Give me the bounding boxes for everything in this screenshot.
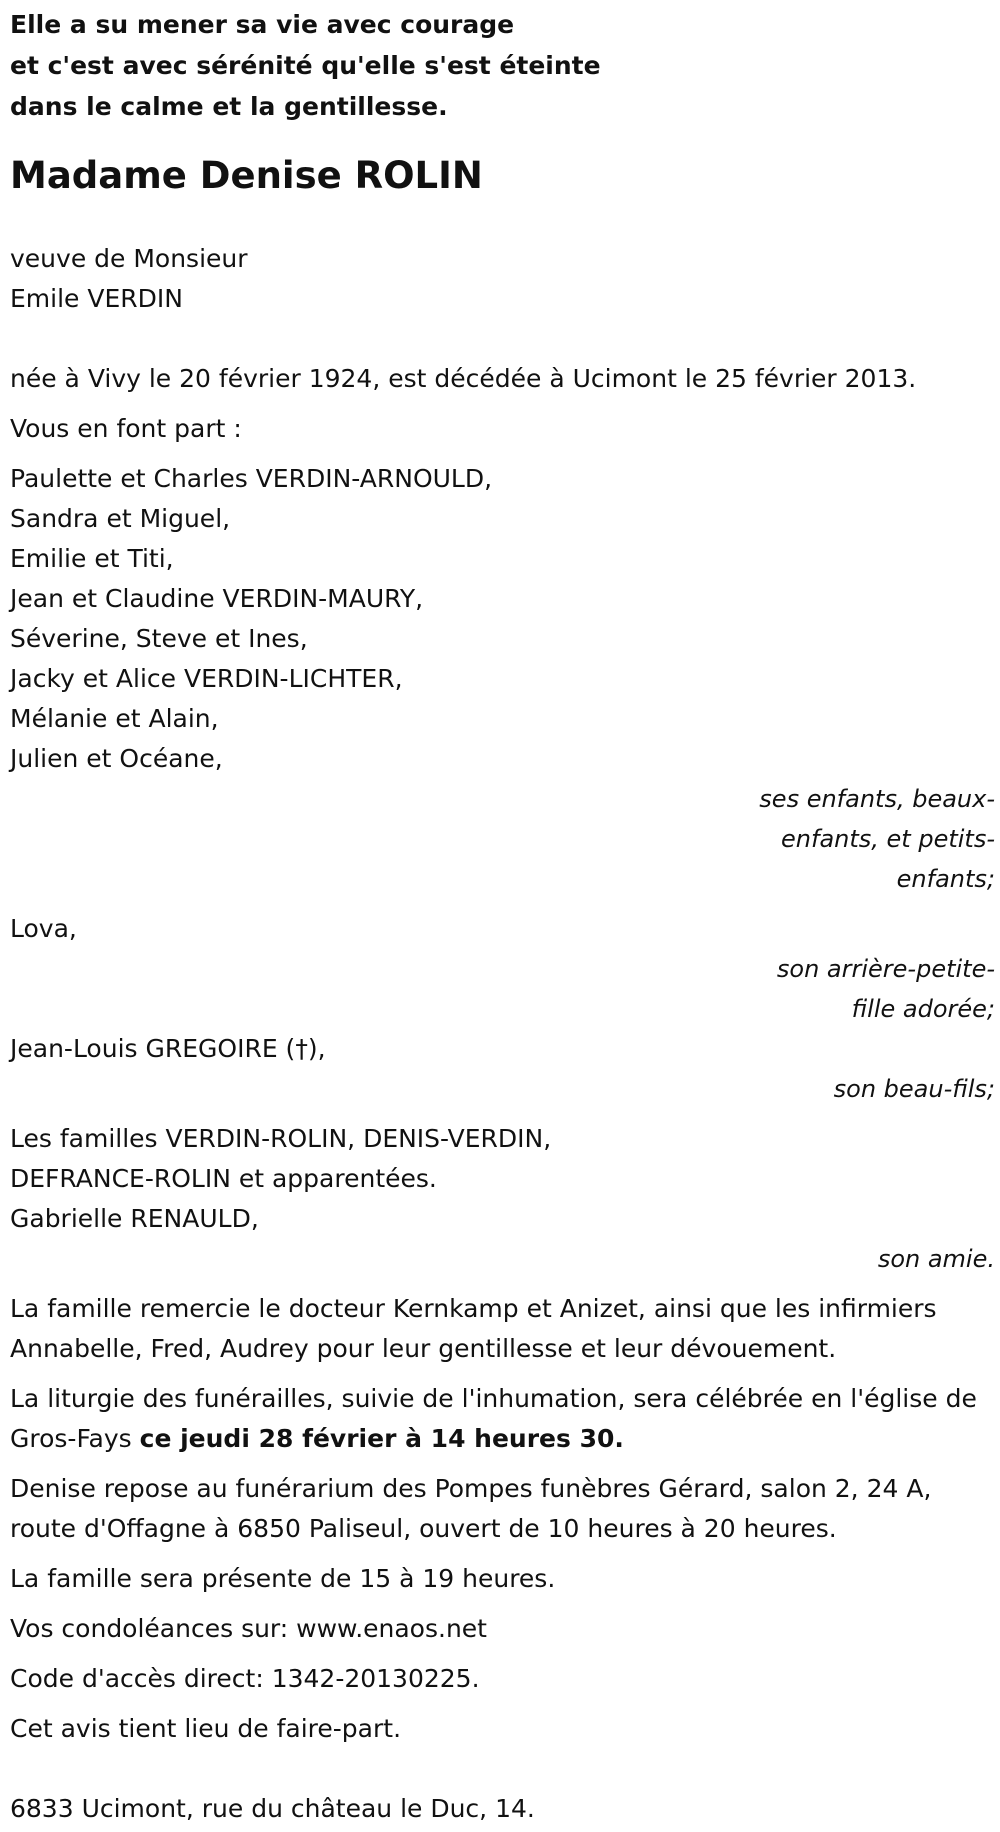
family-member: Gabrielle RENAULD, xyxy=(10,1204,259,1233)
family-member-lova: Lova, xyxy=(10,914,77,943)
presence-line: La famille sera présente de 15 à 19 heures. xyxy=(10,1564,556,1593)
intro-line-1: Elle a su mener sa vie avec courage xyxy=(10,10,515,39)
obituary-notice xyxy=(10,8,995,1829)
announce-line: Vous en font part : xyxy=(10,414,242,443)
liturgy-text: La liturgie des funérailles, suivie de l'inhumation, sera célébrée en l'église de Gros-Fays xyxy=(10,1384,977,1453)
relation-great-granddaughter: son arrière-petite-fille adorée; xyxy=(776,955,995,1023)
liturgy-paragraph xyxy=(10,1379,995,1459)
family-member-gregoire: Jean-Louis GREGOIRE (†), xyxy=(10,1034,326,1063)
family-group-4 xyxy=(10,1119,995,1239)
deceased-name: Madame Denise ROLIN xyxy=(10,154,483,197)
family-member: Jean et Claudine VERDIN-MAURY, xyxy=(10,584,424,613)
repose-paragraph: Denise repose au funérarium des Pompes funèbres Gérard, salon 2, 24 A, route d'Offagne à 6850 Paliseul, ouvert de 10 heures à 20 heures. xyxy=(10,1474,932,1543)
relation-friend: son amie. xyxy=(877,1245,995,1273)
family-member: Julien et Océane, xyxy=(10,744,223,773)
family-member: Paulette et Charles VERDIN-ARNOULD, xyxy=(10,464,493,493)
widow-line-1: veuve de Monsieur xyxy=(10,244,248,273)
birth-death-line: née à Vivy le 20 février 1924, est décédée à Ucimont le 25 février 2013. xyxy=(10,364,917,393)
family-member: Les familles VERDIN-ROLIN, DENIS-VERDIN, xyxy=(10,1124,552,1153)
family-member: Séverine, Steve et Ines, xyxy=(10,624,308,653)
address-line: 6833 Ucimont, rue du château le Duc, 14. xyxy=(10,1794,535,1823)
intro-line-2: et c'est avec sérénité qu'elle s'est éteinte xyxy=(10,51,601,80)
relation-children: ses enfants, beaux-enfants, et petits-enfants; xyxy=(759,785,995,893)
intro-line-3: dans le calme et la gentillesse. xyxy=(10,92,448,121)
notice-line: Cet avis tient lieu de faire-part. xyxy=(10,1714,402,1743)
liturgy-date: jeudi 28 février à 14 heures 30. xyxy=(180,1424,624,1453)
liturgy-date-prefix: ce xyxy=(139,1424,181,1453)
family-group-1 xyxy=(10,459,995,779)
family-member: Emilie et Titi, xyxy=(10,544,174,573)
family-member: Sandra et Miguel, xyxy=(10,504,231,533)
widow-line-2: Emile VERDIN xyxy=(10,284,183,313)
access-code-line: Code d'accès direct: 1342-20130225. xyxy=(10,1664,480,1693)
thanks-paragraph: La famille remercie le docteur Kernkamp et Anizet, ainsi que les infirmiers Annabelle, Fred, Audrey pour leur gentillesse et leur dévouement. xyxy=(10,1294,937,1363)
condolences-line: Vos condoléances sur: www.enaos.net xyxy=(10,1614,487,1643)
family-member: Mélanie et Alain, xyxy=(10,704,219,733)
family-member: DEFRANCE-ROLIN et apparentées. xyxy=(10,1164,437,1193)
relation-son-in-law: son beau-fils; xyxy=(833,1075,995,1103)
family-member: Jacky et Alice VERDIN-LICHTER, xyxy=(10,664,403,693)
